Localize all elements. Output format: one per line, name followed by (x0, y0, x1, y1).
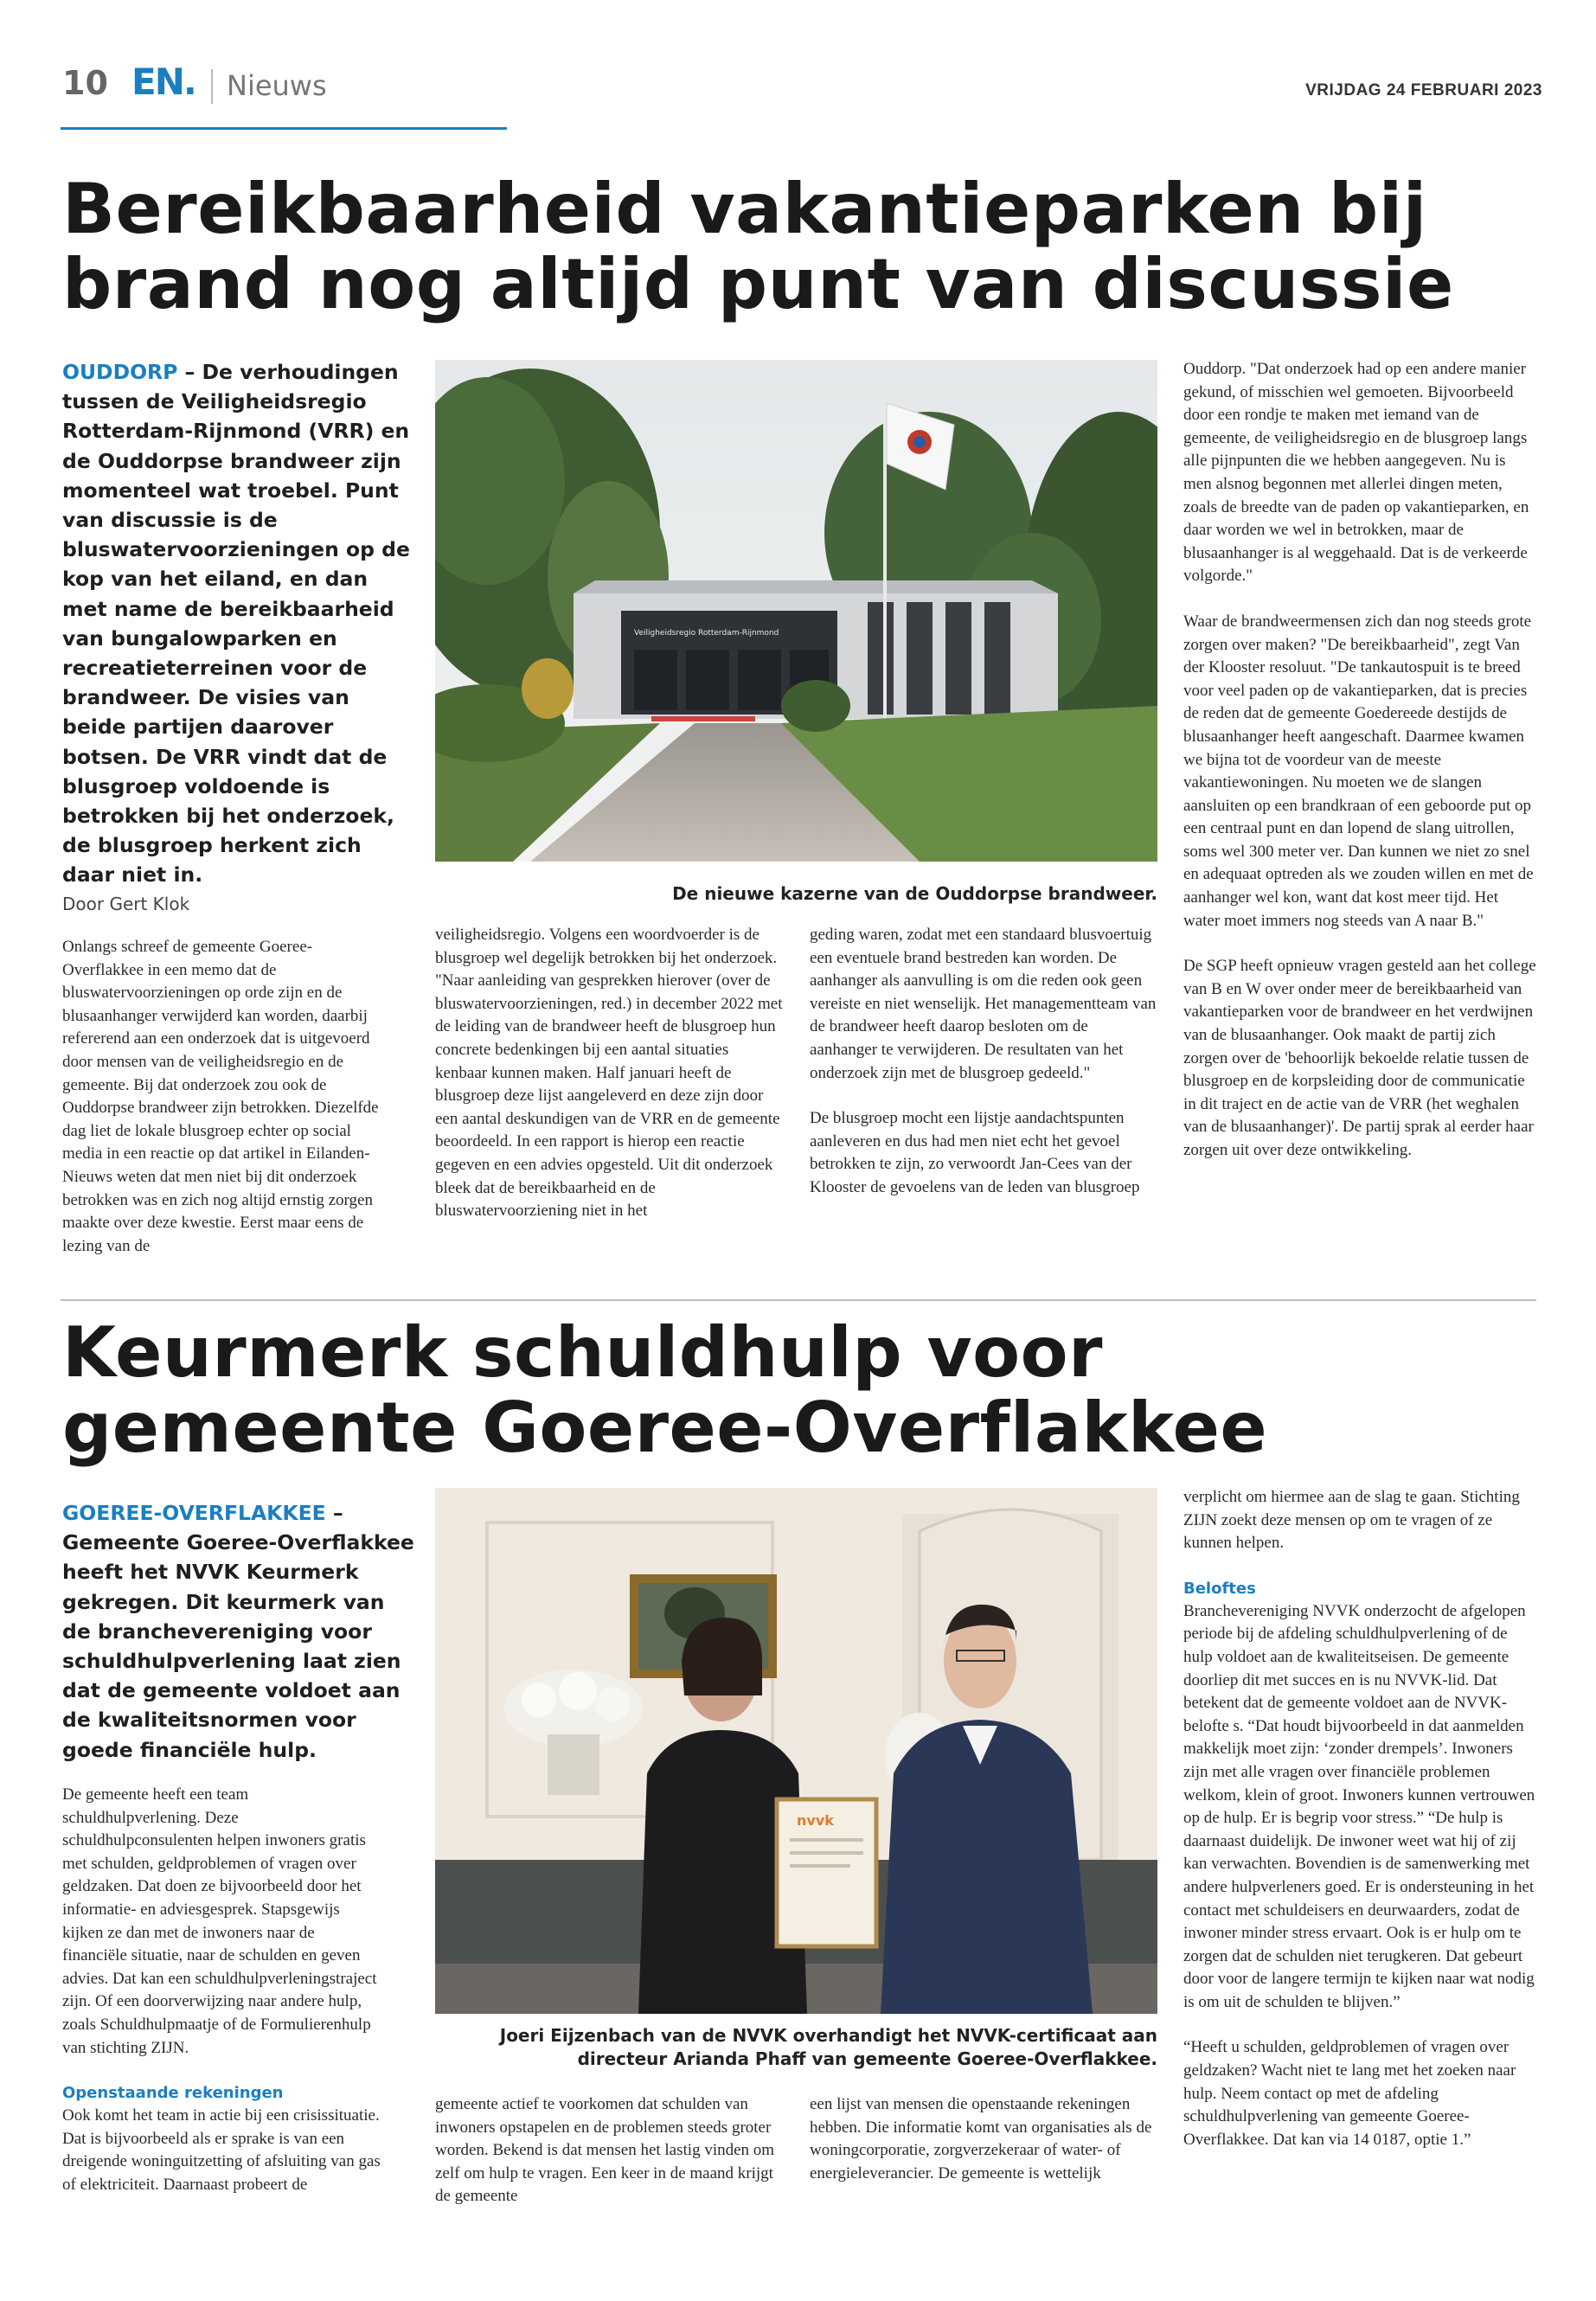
issue-date: VRIJDAG 24 FEBRUARI 2023 (1305, 81, 1542, 99)
article2-photo-caption (435, 2024, 1157, 2071)
article2-column-1 (62, 1784, 381, 2220)
article1-col4-text-2: Waar de brandweermensen zich dan nog steeds grote zorgen over maken? "De bereikbaarheid", zegt Van der Klooster resoluut. "De tankautospuit is te breed voor veel paden op de vakantieparken, dat is precies de reden dat de gemeente Goedereede destijds de blusaanhanger heeft aangeschaft. Daarmee kwamen we bijna tot de voordeur van de meeste vakantiewoningen. Nu moeten we de slangen aansluiten op een brandkraan of een geboorde put op een centraal punt en dan lopend de slang uitrollen, soms wel 300 meter ver. Dan kunnen we niet zo snel en adequaat optreden als we zouden willen en met de aanhanger wel kon, want dat kost meer tijd. Het water moet immers nog steeds van A naar B." (1183, 612, 1534, 930)
article1-photo-caption: De nieuwe kazerne van de Ouddorpse brandweer. (672, 883, 1157, 904)
article2-headline-line1: Keurmerk schuldhulp voor (62, 1312, 1103, 1393)
article2-headline (62, 1312, 1533, 1468)
article1-col3-text-2: De blusgroep mocht een lijstje aandachtspunten aanleveren en dus had men niet echt het gevoel betrokken te zijn, zo verwoordt Jan-Cees van der Klooster de gevoelens van de leden van blusgroep (810, 1109, 1140, 1196)
article1-col2-text: veiligheidsregio. Volgens een woordvoerder is de blusgroep wel degelijk betrokken bij het onderzoek. "Naar aanleiding van gesprekken hierover (over de bluswatervoorzieningen, red.) in december 2022 met de leiding van de brandweer heeft de blusgroep hun concrete bedenkingen bij een aantal situaties kenbaar kunnen maken. Half januari heeft de blusgroep deze lijst aangeleverd en deze zijn door een aantal deskundigen van de VRR en de gemeente beoordeeld. In een rapport is hierop een reactie gegeven en een advies opgesteld. Uit dit onderzoek bleek dat de bereikbaarheid en de bluswatervoorziening niet in het (435, 926, 783, 1221)
article1-column-3 (810, 924, 1157, 1222)
article2-intro (62, 1498, 417, 1765)
article1-photo (435, 360, 1157, 862)
article1-col4-text-1: Ouddorp. "Dat onderzoek had op een andere manier gekund, of misschien wel gemoeten. Bijvoorbeeld door een rondje te maken met iemand van de gemeente, de veiligheidsregio en de blusgroep langs alle pijnpunten die we hebben aangegeven. Nu is men alsnog begonnen met allerlei dingen meten, zoals de breedte van de paden op vakantieparken, en daar worden we wel in betrokken, maar de blusaanhanger is al weggehaald. Dat is de verkeerde volgorde." (1183, 360, 1529, 586)
article1-column-1 (62, 936, 381, 1280)
article1-location: OUDDORP (62, 360, 178, 384)
article2-col1-text-2: Ook komt het team in actie bij een crisissituatie. Dat is bijvoorbeeld als er sprake is van een dreigende woninguitzetting of afsluiting van gas of elektriciteit. Daarnaast probeert de (62, 2106, 381, 2194)
article-divider (61, 1299, 1536, 1301)
article2-subhead-openstaande: Openstaande rekeningen (62, 2084, 284, 2103)
article1-col1-text: Onlangs schreef de gemeente Goeree-Overflakkee in een memo dat de bluswatervoorzieningen op orde zijn en de blusaanhanger verwijderd kan worden, daarbij refererend aan een onderzoek dat is uitgevoerd door mensen van de veiligheidsregio en de gemeente. Bij dat onderzoek zou ook de Ouddorpse brandweer zijn betrokken. Diezelfde dag liet de lokale blusgroep echter op social media in een reactie op dat artikel in Eilanden-Nieuws weten dat men niet bij dit onderzoek betrokken was en zich nog altijd ernstig zorgen maakte over deze kwestie. Eerst maar eens de lezing van de (62, 938, 379, 1255)
article2-intro-text: – Gemeente Goeree-Overflakkee heeft het NVVK Keurmerk gekregen. Dit keurmerk van de branchevereniging voor schuldhulpverlening laat zien dat de gemeente voldoet aan de kwaliteitsnormen voor goede financiële hulp. (62, 1501, 414, 1762)
section-label: Nieuws (227, 69, 327, 102)
article2-col4-text-1: verplicht om hiermee aan de slag te gaan. Stichting ZIJN zoekt deze mensen op om te vragen of ze kunnen helpen. (1183, 1488, 1520, 1553)
article1-column-4 (1183, 358, 1536, 1185)
article1-byline: Door Gert Klok (62, 894, 190, 914)
article2-photo (435, 1488, 1157, 2014)
article2-caption-line2: directeur Arianda Phaff van gemeente Goeree-Overflakkee. (577, 2048, 1157, 2069)
article1-col3-text-1: geding waren, zodat met een standaard blusvoertuig een eventuele brand bestreden kan worden. De aanhanger als aanvulling is om die reden ook geen vereiste en niet wenselijk. Het managementteam van de brandweer heeft daarop besloten om de aanhanger te verwijderen. De resultaten van het onderzoek zijn met de blusgroep gedeeld." (810, 926, 1157, 1082)
page-number: 10 (62, 64, 108, 102)
article2-column-3 (810, 2093, 1157, 2208)
article1-col4-text-3: De SGP heeft opnieuw vragen gesteld aan het college van B en W over onder meer de bereikbaarheid van vakantieparken voor de brandweer en het verdwijnen van de blusaanhanger. Ook maakt de partij zich zorgen over de 'behoorlijk bekoelde relatie tussen de blusgroep en de korpsleiding door de communicatie in dit traject en de actie van de VRR (het weghalen van de blusaanhanger)'. De partij sprak al eerder haar zorgen uit over deze ontwikkeling. (1183, 957, 1536, 1159)
article1-headline (62, 171, 1533, 322)
header-rule (61, 127, 507, 130)
article1-intro (62, 357, 417, 890)
article2-col3-text: een lijst van mensen die openstaande rekeningen hebben. Die informatie komt van organisaties als de woningcorporatie, zorgverzekeraar of water- of energieleverancier. De gemeente is wettelijk (810, 2095, 1152, 2182)
article1-headline-line2: brand nog altijd punt van discussie (62, 244, 1454, 324)
article2-headline-line2: gemeente Goeree-Overflakkee (62, 1388, 1268, 1468)
article2-subhead-beloftes: Beloftes (1183, 1579, 1256, 1598)
article2-col4-text-2: Branchevereniging NVVK onderzocht de afgelopen periode bij de afdeling schuldhulpverlening of de hulp voldoet aan de kwaliteitseisen. De gemeente doorliep dit met succes en is nu NVVK-lid. Dat betekent dat de gemeente voldoet aan de NVVK-belofte s. “Dat houdt bijvoorbeeld in dat aanmelden makkelijk moet zijn: ‘zonder drempels’. Inwoners zijn met alle vragen over financiële problemen welkom, klein of groot. Inwoners kunnen vertrouwen op de hulp. Er is begrip voor stress.” “De hulp is daarnaast duidelijk. De inwoner weet wat hij of zij kan verwachten. Bovendien is de samenwerking met andere hulpverleners goed. Er is ondersteuning in het contact met schuldeisers en deurwaarders, zodat de inwoner minder stress ervaart. Ook is er hulp om te zorgen dat de schulden niet terugkeren. Dat gebeurt door voor de langere termijn te kijken naar wat nodig is om uit de schulden te blijven.” (1183, 1601, 1535, 2011)
article2-column-4 (1183, 1486, 1536, 2174)
newspaper-logo: EN. (131, 61, 195, 103)
article1-intro-text: – De verhoudingen tussen de Veiligheidsregio Rotterdam-Rijnmond (VRR) en de Ouddorpse brandweer zijn momenteel wat troebel. Punt van discussie is de bluswatervoorzieningen op de kop van het eiland, en dan met name de bereikbaarheid van bungalowparken en recreatieterreinen voor de brandweer. De visies van beide partijen daarover botsen. De VRR vindt dat de blusgroep voldoende is betrokken bij het onderzoek, de blusgroep herkent zich daar niet in. (62, 360, 410, 888)
article2-location: GOEREE-OVERFLAKKEE (62, 1501, 326, 1525)
article2-caption-line1: Joeri Eijzenbach van de NVVK overhandigt het NVVK-certificaat aan (499, 2025, 1157, 2046)
article2-column-2 (435, 2093, 783, 2231)
article2-col4-text-3: “Heeft u schulden, geldproblemen of vragen over geldzaken? Wacht niet te lang met het zoeken naar hulp. Neem contact op met de afdeling schuldhulpverlening van gemeente Goeree-Overflakkee. Dat kan via 14 0187, optie 1.” (1183, 2038, 1516, 2149)
article2-col1-text-1: De gemeente heeft een team schuldhulpverlening. Deze schuldhulpconsulenten helpen inwoners gratis met schulden, geldproblemen of vragen over geldzaken. Dat doen ze bijvoorbeeld door het informatie- en adviesgesprek. Stapsgewijs kijken ze dan met de inwoners naar de financiële situatie, naar de schulden en geven advies. Dat kan een schuldhulpverleningstraject zijn. Of een doorverwijzing naar andere hulp, zoals Schuldhulpmaatje of de Formulierenhulp van stichting ZIJN. (62, 1785, 377, 2057)
article1-column-2 (435, 924, 783, 1246)
certificate-logo-text: nvvk (797, 1812, 834, 1829)
header-separator (211, 69, 213, 104)
article2-col2-text: gemeente actief te voorkomen dat schulden van inwoners opstapelen en de problemen steeds groter worden. Bekend is dat mensen het lastig vinden om zelf om hulp te vragen. Een keer in de maand krijgt de gemeente (435, 2095, 775, 2206)
article1-headline-line1: Bereikbaarheid vakantieparken bij (62, 169, 1427, 249)
building-sign-text: Veiligheidsregio Rotterdam-Rijnmond (634, 629, 779, 638)
